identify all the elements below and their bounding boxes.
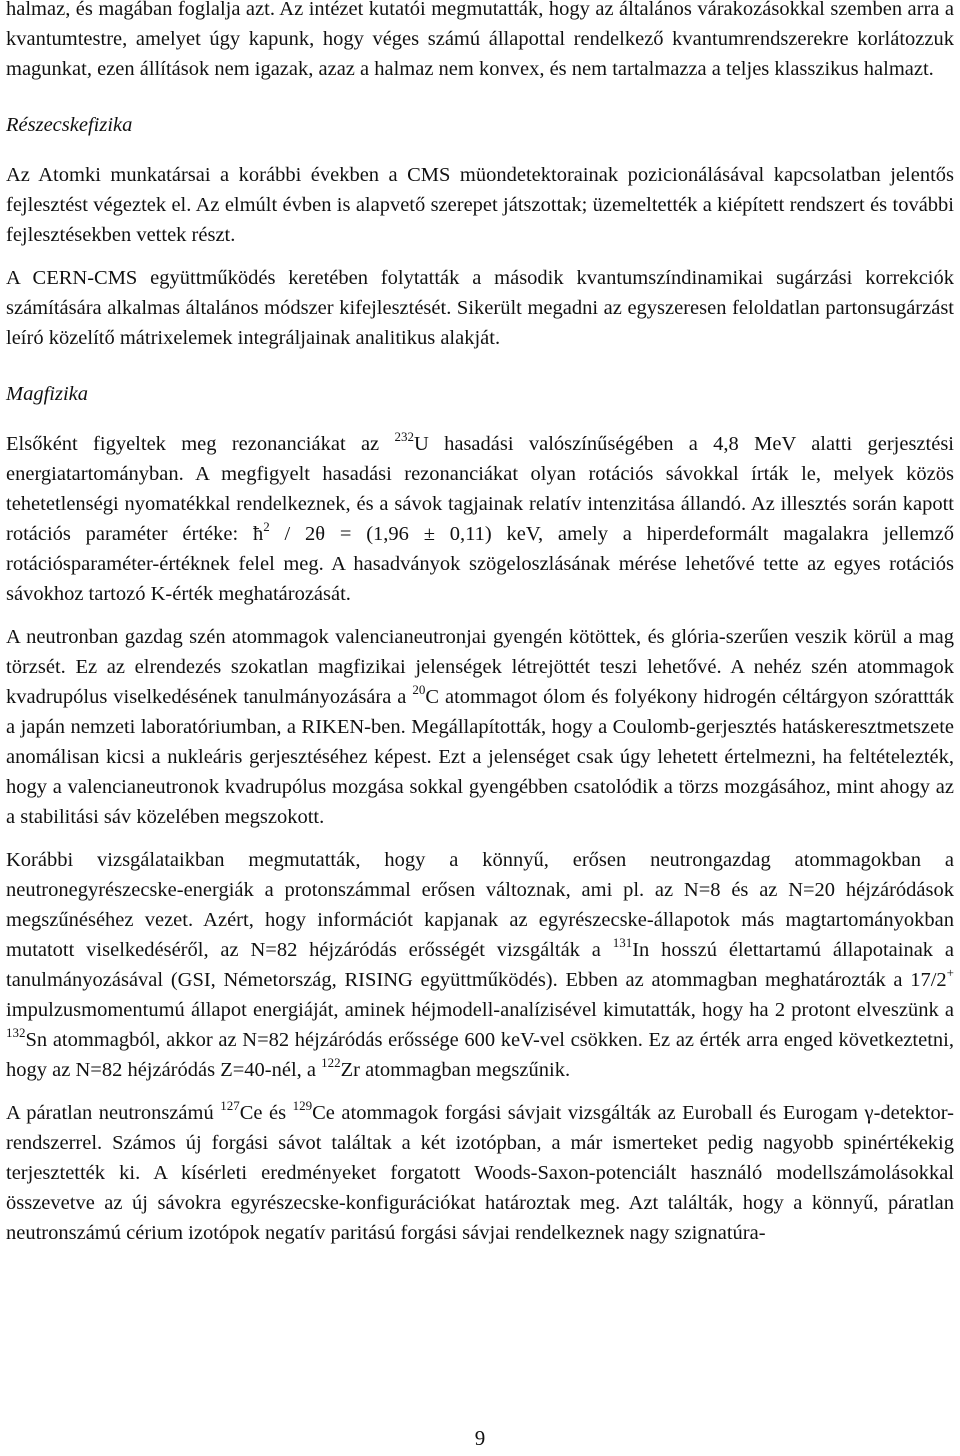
paragraph-cern-cms-qcd: A CERN-CMS együttműködés keretében folytatták a második kvantumszíndinamikai sugárzási korrekciók számítására alkalmas általános módszer kifejlesztését. Sikerült megadni az egyszeresen feloldatlan partonsugárzást leíró közelítő mátrixelemek integráljainak analitikus alakját. [6,267,954,349]
mass-number-superscript: 20 [412,682,426,697]
parity-superscript: + [946,965,954,980]
exponent-superscript: 2 [263,519,270,534]
text-segment: U hasadási valószínűségében a 4,8 MeV alatti gerjesztési energiatartományban. A megfigyelt hasadási rezonanciákat olyan rotációs sávokkal írták le, melyek közös tehetetlenségi nyomatékkal rendelkeznek, és a sávok tagjainak relatív intenzitása állandó. Az illesztés során kapott rotációs paraméter értéke: ħ [6,433,955,545]
text-segment: A neutronban gazdag szén atommagok valencianeutronjai gyengén kötöttek, és glória-szerűen veszik körül a mag törzsét. Ez az elrendezés szokatlan magfizikai jelenségek létrejöttét teszi lehetővé. A nehéz szén atommagok kvadrupólus viselkedésének tanulmányozására a [6,626,954,708]
paragraph-cms-detectors: Az Atomki munkatársai a korábbi években a CMS müondetektorainak pozicionálásával kapcsolatban jelentős fejlesztést végeztek el. Az elmúlt évben is alapvető szerepet játszottak; üzemeltették a kiépített rendszert és további fejlesztésekben vettek részt. [6,164,954,246]
paragraph-quantum-sets: halmaz, és magában foglalja azt. Az intézet kutatói megmutatták, hogy az általános várakozásokkal szemben arra a kvantumtestre, amelyet úgy kapunk, hogy véges számú állapottal rendelkező kvantumrendszerekre korlátozzuk magunkat, ezen állítások nem igazak, azaz a halmaz nem konvex, és nem tartalmazza a teljes klasszikus halmazt. [6,0,954,80]
mass-number-superscript: 127 [220,1098,240,1113]
text-segment: Zr atommagban megszűnik. [340,1059,571,1081]
text-segment: impulzusmomentumú állapot energiáját, aminek héjmodell-analízisével kimutatták, hogy ha 2 protont elveszünk a [6,999,954,1021]
mass-number-superscript: 122 [321,1055,341,1070]
paragraph-cerium-bands [6,1098,954,1248]
page-number: 9 [474,1426,486,1450]
text-segment: Sn atommagból, akkor az N=82 héjzáródás erőssége 600 keV-vel csökken. Ez az érték arra enged következtetni, hogy az N=82 héjzáródás Z=40-nél, a [6,1029,954,1081]
mass-number-superscript: 131 [612,935,633,950]
text-segment: Ce atommagok forgási sávjait vizsgálták az Euroball és Eurogam γ-detektor-rendszerrel. Számos új forgási sávot találtak a két izotópban, a már ismerteket pedig nagyobb spinértékekig terjesztették ki. A kísérleti eredményeket forgatott Woods-Saxon-potenciált használó modellszámolásokkal összevetve az új sávokra egyrészecske-konfigurációkat határoztak meg. Azt találták, hogy a könnyű, páratlan neutronszámú cérium izotópok negatív paritású forgási sávjai rendelkeznek nagy szignatúra- [6,1102,954,1244]
mass-number-superscript: 132 [6,1025,26,1040]
paragraph-shell-closure [6,845,954,1085]
text-segment: / 2θ = (1,96 ± 0,11) keV, amely a hiperdeformált magalakra jellemző rotációsparaméter-értéknek felel meg. A hasadványok szögeloszlásának mérése lehetővé tette az egyes rotációs sávokhoz tartozó K-érték meghatározását. [6,523,954,605]
document-page [6,0,954,1248]
paragraph-u232-resonances [6,429,954,609]
mass-number-superscript: 129 [292,1098,313,1113]
section-heading-particle-physics: Részecskefizika [6,114,133,136]
text-segment: Korábbi vizsgálataikban megmutatták, hogy a könnyű, erősen neutrongazdag atommagokban a neutronegyrészecske-energiák a protonszámmal erősen változnak, ami pl. az N=8 és az N=20 héjzáródások megszűnéséhez vezet. Azért, hogy információt kapjanak az egyrészecske-állapotok más magtartományokban mutatott viselkedéséről, az N=82 héjzáródás erősségét vizsgálták a [6,849,954,961]
mass-number-superscript: 232 [394,429,414,444]
paragraph-carbon-halo [6,622,954,832]
section-heading-nuclear-physics: Magfizika [6,383,88,405]
text-segment: C atommagot ólom és folyékony hidrogén céltárgyon szórattták a japán nemzeti laboratóriumban, a RIKEN-ben. Megállapították, hogy a Coulomb-gerjesztés hatáskeresztmetszete anomálisan kicsi a nukleáris gerjesztéséhez képest. Ezt a jelenséget csak úgy lehetett értelmezni, ha feltételezték, hogy a valencianeutronok kvadrupólus mozgása sokkal gyengébben csatolódik a törzs mozgásához, mint ahogy az a stabilitási sáv közelében megszokott. [6,686,954,828]
text-segment: Elsőként figyeltek meg rezonanciákat az [6,433,395,455]
text-segment: A páratlan neutronszámú [6,1102,221,1124]
text-segment: In hosszú élettartamú állapotainak a tanulmányozásával (GSI, Németország, RISING együttműködés). Ebben az atommagban meghatározták a 17/2 [6,939,954,991]
text-segment: Ce és [239,1102,293,1124]
